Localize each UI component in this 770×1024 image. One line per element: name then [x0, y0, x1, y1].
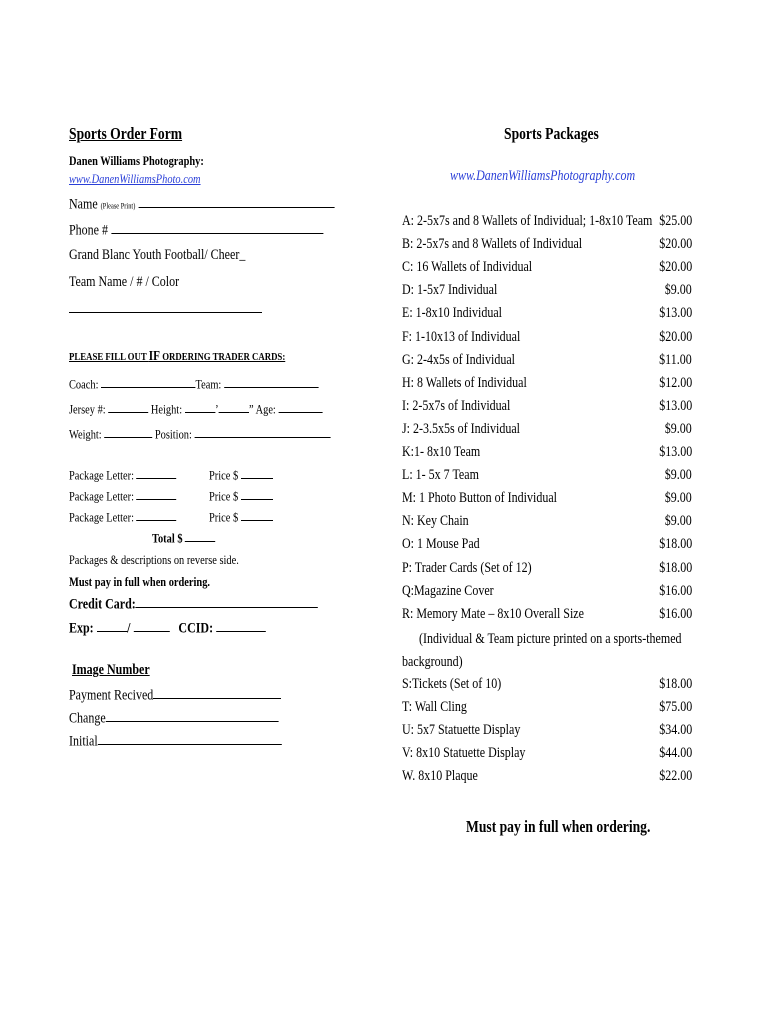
- team-label: Team:: [195, 376, 222, 392]
- total-row[interactable]: [152, 529, 216, 546]
- package-item: [402, 560, 692, 582]
- memory-mate-note-cont: background): [402, 654, 463, 670]
- package-label: W. 8x10 Plaque: [402, 768, 478, 785]
- package-label: S:Tickets (Set of 10): [402, 676, 502, 692]
- credit-card-field[interactable]: [69, 593, 318, 613]
- package-label: L: 1- 5x 7 Team: [402, 467, 479, 484]
- package-item: [402, 236, 692, 258]
- package-item: [402, 329, 692, 351]
- company-website-link[interactable]: www.DanenWilliamsPhoto.com: [69, 171, 201, 186]
- package-letter-row[interactable]: Package Letter:: [69, 508, 177, 525]
- package-price: $16.00: [659, 605, 692, 622]
- package-price: $34.00: [659, 722, 692, 739]
- package-label: H: 8 Wallets of Individual: [402, 374, 527, 391]
- package-price: $9.00: [665, 467, 692, 484]
- package-price: $18.00: [659, 559, 692, 576]
- package-label: R: Memory Mate – 8x10 Overall Size: [402, 605, 584, 622]
- package-price: $18.00: [659, 676, 692, 692]
- package-price: $20.00: [659, 259, 692, 276]
- package-label: V: 8x10 Statuette Display: [402, 745, 526, 762]
- package-item: [402, 699, 692, 721]
- package-price: $9.00: [665, 513, 692, 530]
- package-letter-row[interactable]: Package Letter:: [69, 466, 177, 483]
- phone-field[interactable]: [69, 219, 323, 239]
- package-price: $16.00: [659, 582, 692, 599]
- package-item: [402, 352, 692, 374]
- price-row[interactable]: Price $: [209, 508, 273, 525]
- image-number-label: Image Number: [72, 662, 150, 678]
- package-label: O: 1 Mouse Pad: [402, 536, 480, 553]
- jersey-label: Jersey #:: [69, 401, 106, 417]
- trader-cards-heading: PLEASE FILL OUT IF ORDERING TRADER CARDS:: [69, 349, 286, 364]
- credit-card-label: Credit Card:: [69, 596, 136, 613]
- payment-received-field[interactable]: Payment Recived: [69, 684, 281, 704]
- league-name: Grand Blanc Youth Football/ Cheer_: [69, 247, 246, 263]
- package-price: $9.00: [665, 282, 692, 299]
- package-price: $20.00: [659, 236, 692, 253]
- package-label: T: Wall Cling: [402, 699, 467, 716]
- package-item: [402, 745, 692, 767]
- phone-label: Phone #: [69, 222, 108, 239]
- package-label: I: 2-5x7s of Individual: [402, 397, 511, 414]
- height-label: Height:: [150, 401, 183, 417]
- exp-label: Exp:: [69, 620, 94, 637]
- package-price: $25.00: [659, 213, 692, 229]
- price-row[interactable]: Price $: [209, 487, 273, 504]
- package-label: M: 1 Photo Button of Individual: [402, 490, 558, 507]
- package-item: [402, 282, 692, 304]
- package-label: K:1- 8x10 Team: [402, 444, 481, 460]
- name-hint: (Please Print): [100, 201, 136, 211]
- company-name: Danen Williams Photography:: [69, 153, 204, 168]
- ccid-label: CCID:: [178, 620, 214, 637]
- package-item: [402, 467, 692, 489]
- position-label: Position:: [154, 426, 192, 442]
- package-price: $44.00: [659, 745, 692, 762]
- package-label: N: Key Chain: [402, 513, 469, 530]
- package-item: [402, 768, 692, 790]
- package-label: J: 2-3.5x5s of Individual: [402, 420, 520, 437]
- coach-label: Coach:: [69, 376, 99, 392]
- package-item: [402, 513, 692, 535]
- package-item: [402, 305, 692, 327]
- name-field[interactable]: [69, 193, 334, 213]
- memory-mate-note: (Individual & Team picture printed on a sports-themed: [419, 631, 682, 647]
- team-name-label: Team Name / # / Color: [69, 274, 180, 290]
- packages-website: www.DanenWilliamsPhotography.com: [450, 168, 636, 184]
- must-pay-note: Must pay in full when ordering.: [69, 574, 210, 589]
- package-price: $13.00: [659, 397, 692, 414]
- package-price: $9.00: [665, 490, 692, 507]
- coach-team-row[interactable]: [69, 375, 318, 392]
- package-item: [402, 490, 692, 512]
- package-item: [402, 421, 692, 443]
- weight-position-row[interactable]: [69, 425, 330, 442]
- package-label: C: 16 Wallets of Individual: [402, 259, 533, 276]
- package-price: $12.00: [659, 374, 692, 391]
- change-field[interactable]: Change: [69, 707, 278, 727]
- exp-ccid-row[interactable]: Exp: / CCID:: [69, 617, 266, 637]
- package-price: $20.00: [659, 328, 692, 345]
- jersey-height-age-row[interactable]: Jersey #: Height: ’ ” Age:: [69, 400, 322, 417]
- team-name-line[interactable]: [69, 312, 262, 313]
- package-item: [402, 259, 692, 281]
- packages-must-pay: Must pay in full when ordering.: [466, 817, 651, 836]
- package-item: [402, 375, 692, 397]
- reverse-side-note: Packages & descriptions on reverse side.: [69, 552, 239, 567]
- total-label: Total $: [152, 530, 183, 546]
- package-price: $11.00: [659, 351, 692, 368]
- package-label: G: 2-4x5s of Individual: [402, 351, 515, 368]
- package-label: B: 2-5x7s and 8 Wallets of Individual: [402, 236, 583, 253]
- packages-title: Sports Packages: [504, 124, 599, 143]
- packages-section: [400, 0, 770, 1024]
- initial-field[interactable]: Initial: [69, 730, 282, 750]
- package-label: Q:Magazine Cover: [402, 582, 494, 599]
- weight-label: Weight:: [69, 426, 102, 442]
- package-label: E: 1-8x10 Individual: [402, 305, 502, 322]
- package-price: $13.00: [659, 305, 692, 322]
- package-label: U: 5x7 Statuette Display: [402, 722, 521, 739]
- price-row[interactable]: Price $: [209, 466, 273, 483]
- package-label: F: 1-10x13 of Individual: [402, 328, 521, 345]
- package-price: $18.00: [659, 536, 692, 553]
- package-item: [402, 583, 692, 605]
- package-item: [402, 444, 692, 466]
- name-label: Name: [69, 196, 98, 213]
- package-price: $75.00: [659, 699, 692, 716]
- package-letter-row[interactable]: Package Letter:: [69, 487, 177, 504]
- form-title: Sports Order Form: [69, 124, 183, 143]
- package-label: D: 1-5x7 Individual: [402, 282, 498, 299]
- package-price: $22.00: [659, 768, 692, 785]
- package-label: A: 2-5x7s and 8 Wallets of Individual; 1-8x10 Team: [402, 213, 653, 229]
- package-item: [402, 606, 692, 628]
- package-price: $13.00: [659, 444, 692, 460]
- package-item: [402, 722, 692, 744]
- package-price: $9.00: [665, 420, 692, 437]
- package-label: P: Trader Cards (Set of 12): [402, 559, 532, 576]
- package-item: [402, 676, 692, 698]
- package-item: [402, 536, 692, 558]
- package-item: [402, 213, 692, 235]
- package-item: [402, 398, 692, 420]
